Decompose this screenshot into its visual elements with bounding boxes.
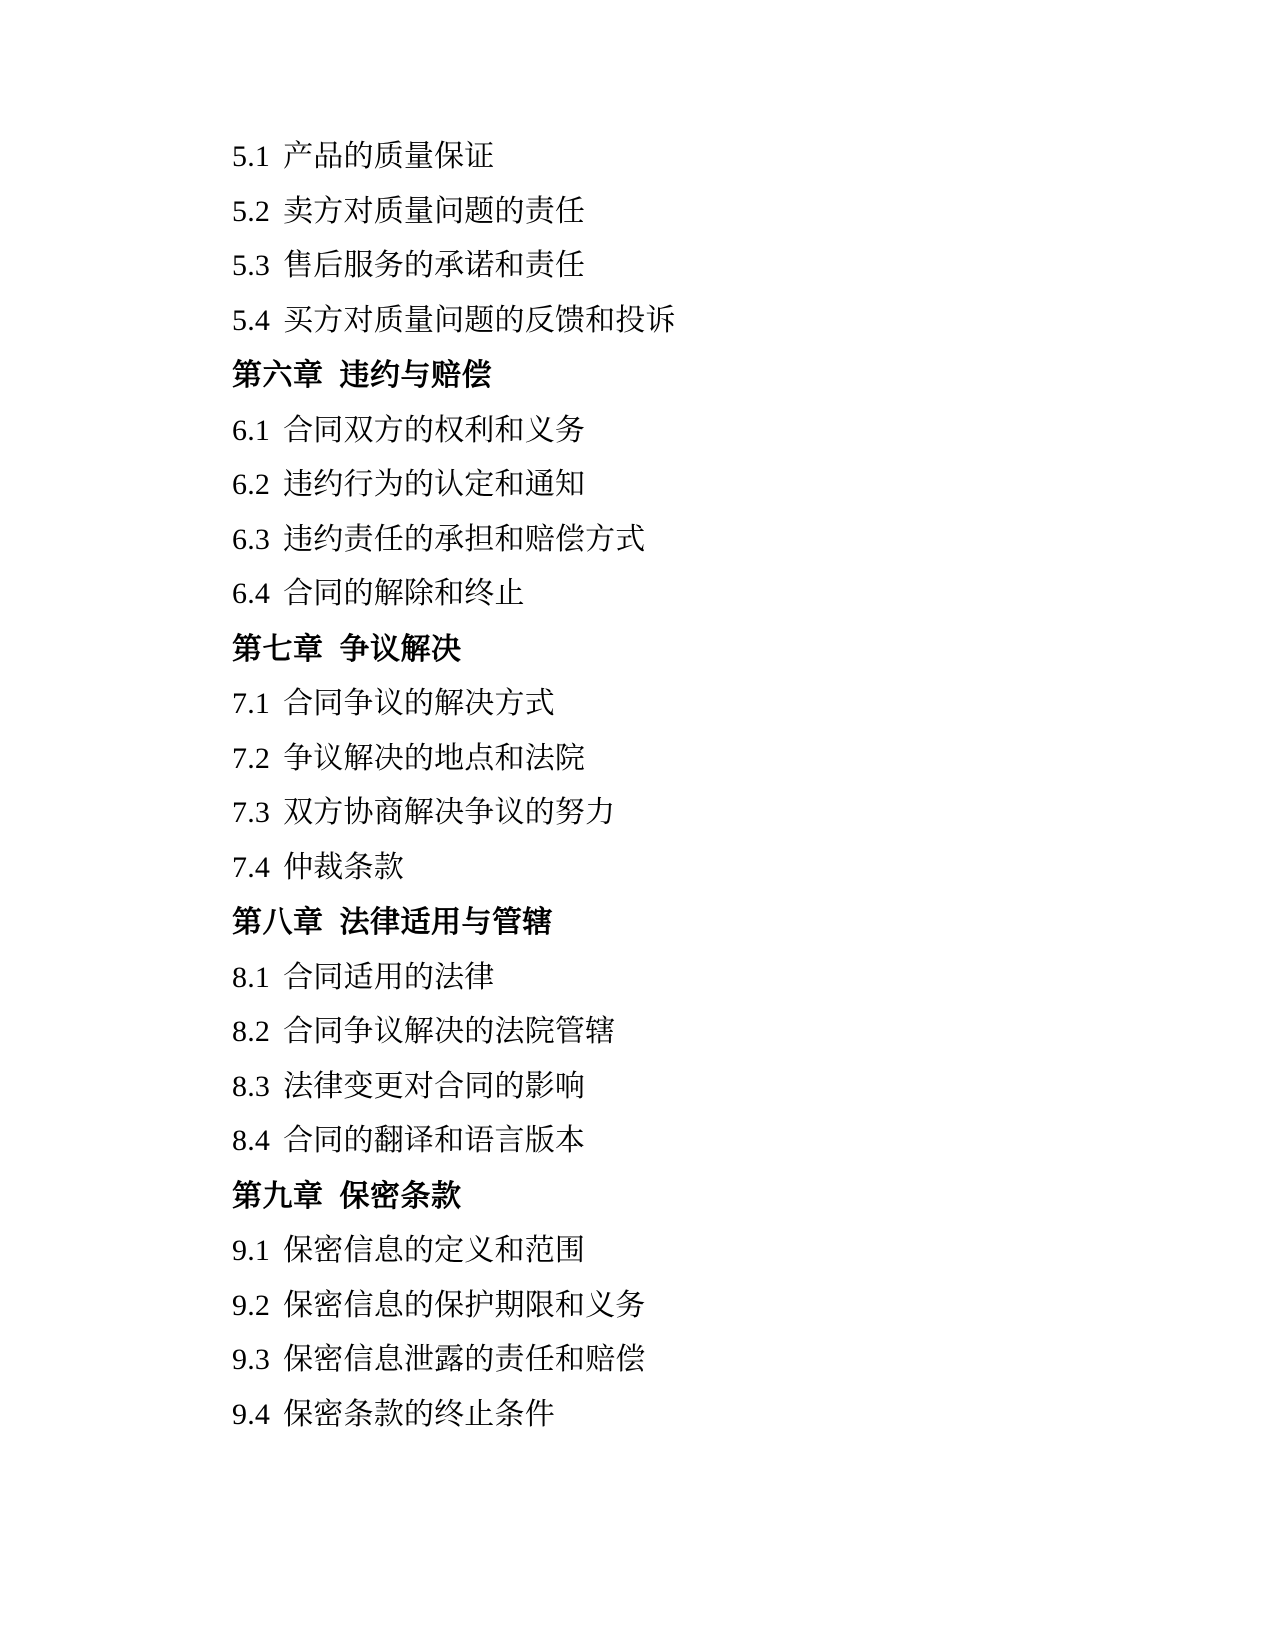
toc-entry-number: 5.3 bbox=[232, 249, 271, 282]
toc-section-entry bbox=[232, 130, 1125, 185]
toc-entry-number: 6.2 bbox=[232, 468, 271, 501]
toc-entry-number: 9.1 bbox=[232, 1234, 271, 1267]
toc-entry-label: 合同适用的法律 bbox=[283, 960, 495, 994]
toc-entry-label: 合同的翻译和语言版本 bbox=[283, 1124, 586, 1157]
toc-entry-number: 9.4 bbox=[232, 1397, 271, 1431]
toc-entry-number: 8.2 bbox=[232, 1015, 271, 1048]
toc-section-entry bbox=[232, 1060, 1125, 1115]
toc-entry-number: 5.2 bbox=[232, 194, 271, 228]
toc-section-entry bbox=[232, 185, 1125, 240]
toc-entry-number: 第七章 bbox=[232, 631, 324, 667]
toc-section-entry bbox=[232, 1005, 1125, 1060]
toc-entry-label: 违约与赔偿 bbox=[339, 358, 492, 393]
toc-entry-label: 合同的解除和终止 bbox=[283, 577, 525, 610]
toc-section-entry bbox=[232, 1224, 1125, 1279]
toc-entry-label: 保密信息的定义和范围 bbox=[283, 1234, 586, 1267]
toc-entry-number: 7.3 bbox=[232, 796, 271, 829]
toc-section-entry bbox=[232, 1333, 1125, 1388]
toc-chapter-entry bbox=[232, 1170, 1125, 1225]
toc-section-entry bbox=[232, 1279, 1125, 1334]
toc-entry-label: 合同争议解决的法院管辖 bbox=[283, 1015, 616, 1048]
toc-section-entry bbox=[232, 1388, 1125, 1443]
toc-chapter-entry bbox=[232, 349, 1125, 404]
toc-entry-label: 买方对质量问题的反馈和投诉 bbox=[283, 303, 676, 337]
toc-section-entry bbox=[232, 841, 1125, 896]
toc-entry-number: 9.2 bbox=[232, 1288, 271, 1322]
toc-entry-label: 售后服务的承诺和责任 bbox=[283, 249, 586, 282]
toc-entry-label: 双方协商解决争议的努力 bbox=[283, 796, 616, 829]
toc-section-entry bbox=[232, 951, 1125, 1006]
toc-entry-label: 法律变更对合同的影响 bbox=[283, 1069, 586, 1103]
toc-entry-number: 9.3 bbox=[232, 1343, 271, 1376]
toc-entry-number: 7.4 bbox=[232, 850, 271, 884]
toc-entry-label: 争议解决 bbox=[339, 631, 462, 667]
toc-entry-number: 5.4 bbox=[232, 303, 271, 337]
toc-section-entry bbox=[232, 294, 1125, 349]
toc-entry-number: 第八章 bbox=[232, 905, 324, 940]
toc-chapter-entry bbox=[232, 896, 1125, 951]
toc-entry-number: 8.3 bbox=[232, 1069, 271, 1103]
toc-entry-label: 保密条款的终止条件 bbox=[283, 1397, 555, 1431]
toc-entry-label: 合同双方的权利和义务 bbox=[283, 413, 586, 447]
toc-entry-label: 保密信息的保护期限和义务 bbox=[283, 1288, 646, 1322]
toc-chapter-entry bbox=[232, 623, 1125, 678]
toc-section-entry bbox=[232, 1114, 1125, 1169]
toc-section-entry bbox=[232, 404, 1125, 459]
toc-entry-number: 6.4 bbox=[232, 577, 271, 610]
toc-entry-label: 卖方对质量问题的责任 bbox=[283, 194, 586, 228]
table-of-contents bbox=[232, 130, 1125, 1442]
toc-section-entry bbox=[232, 239, 1125, 294]
toc-entry-label: 保密信息泄露的责任和赔偿 bbox=[283, 1343, 646, 1376]
toc-entry-label: 违约责任的承担和赔偿方式 bbox=[283, 522, 646, 556]
toc-entry-label: 合同争议的解决方式 bbox=[283, 687, 555, 720]
toc-entry-number: 6.1 bbox=[232, 413, 271, 447]
toc-entry-label: 保密条款 bbox=[339, 1178, 462, 1214]
toc-section-entry bbox=[232, 732, 1125, 787]
toc-entry-number: 第六章 bbox=[232, 358, 324, 393]
toc-entry-number: 7.1 bbox=[232, 687, 271, 720]
toc-section-entry bbox=[232, 677, 1125, 732]
toc-entry-label: 仲裁条款 bbox=[283, 850, 404, 884]
toc-entry-label: 产品的质量保证 bbox=[283, 140, 495, 173]
toc-entry-number: 5.1 bbox=[232, 140, 271, 173]
toc-entry-number: 6.3 bbox=[232, 522, 271, 556]
toc-entry-number: 第九章 bbox=[232, 1178, 324, 1214]
toc-section-entry bbox=[232, 458, 1125, 513]
toc-entry-number: 8.4 bbox=[232, 1124, 271, 1157]
toc-entry-label: 争议解决的地点和法院 bbox=[283, 741, 586, 775]
toc-entry-label: 法律适用与管辖 bbox=[339, 905, 553, 940]
toc-entry-number: 8.1 bbox=[232, 960, 271, 994]
toc-section-entry bbox=[232, 513, 1125, 568]
toc-section-entry bbox=[232, 786, 1125, 841]
toc-entry-label: 违约行为的认定和通知 bbox=[283, 468, 586, 501]
toc-section-entry bbox=[232, 567, 1125, 622]
toc-entry-number: 7.2 bbox=[232, 741, 271, 775]
